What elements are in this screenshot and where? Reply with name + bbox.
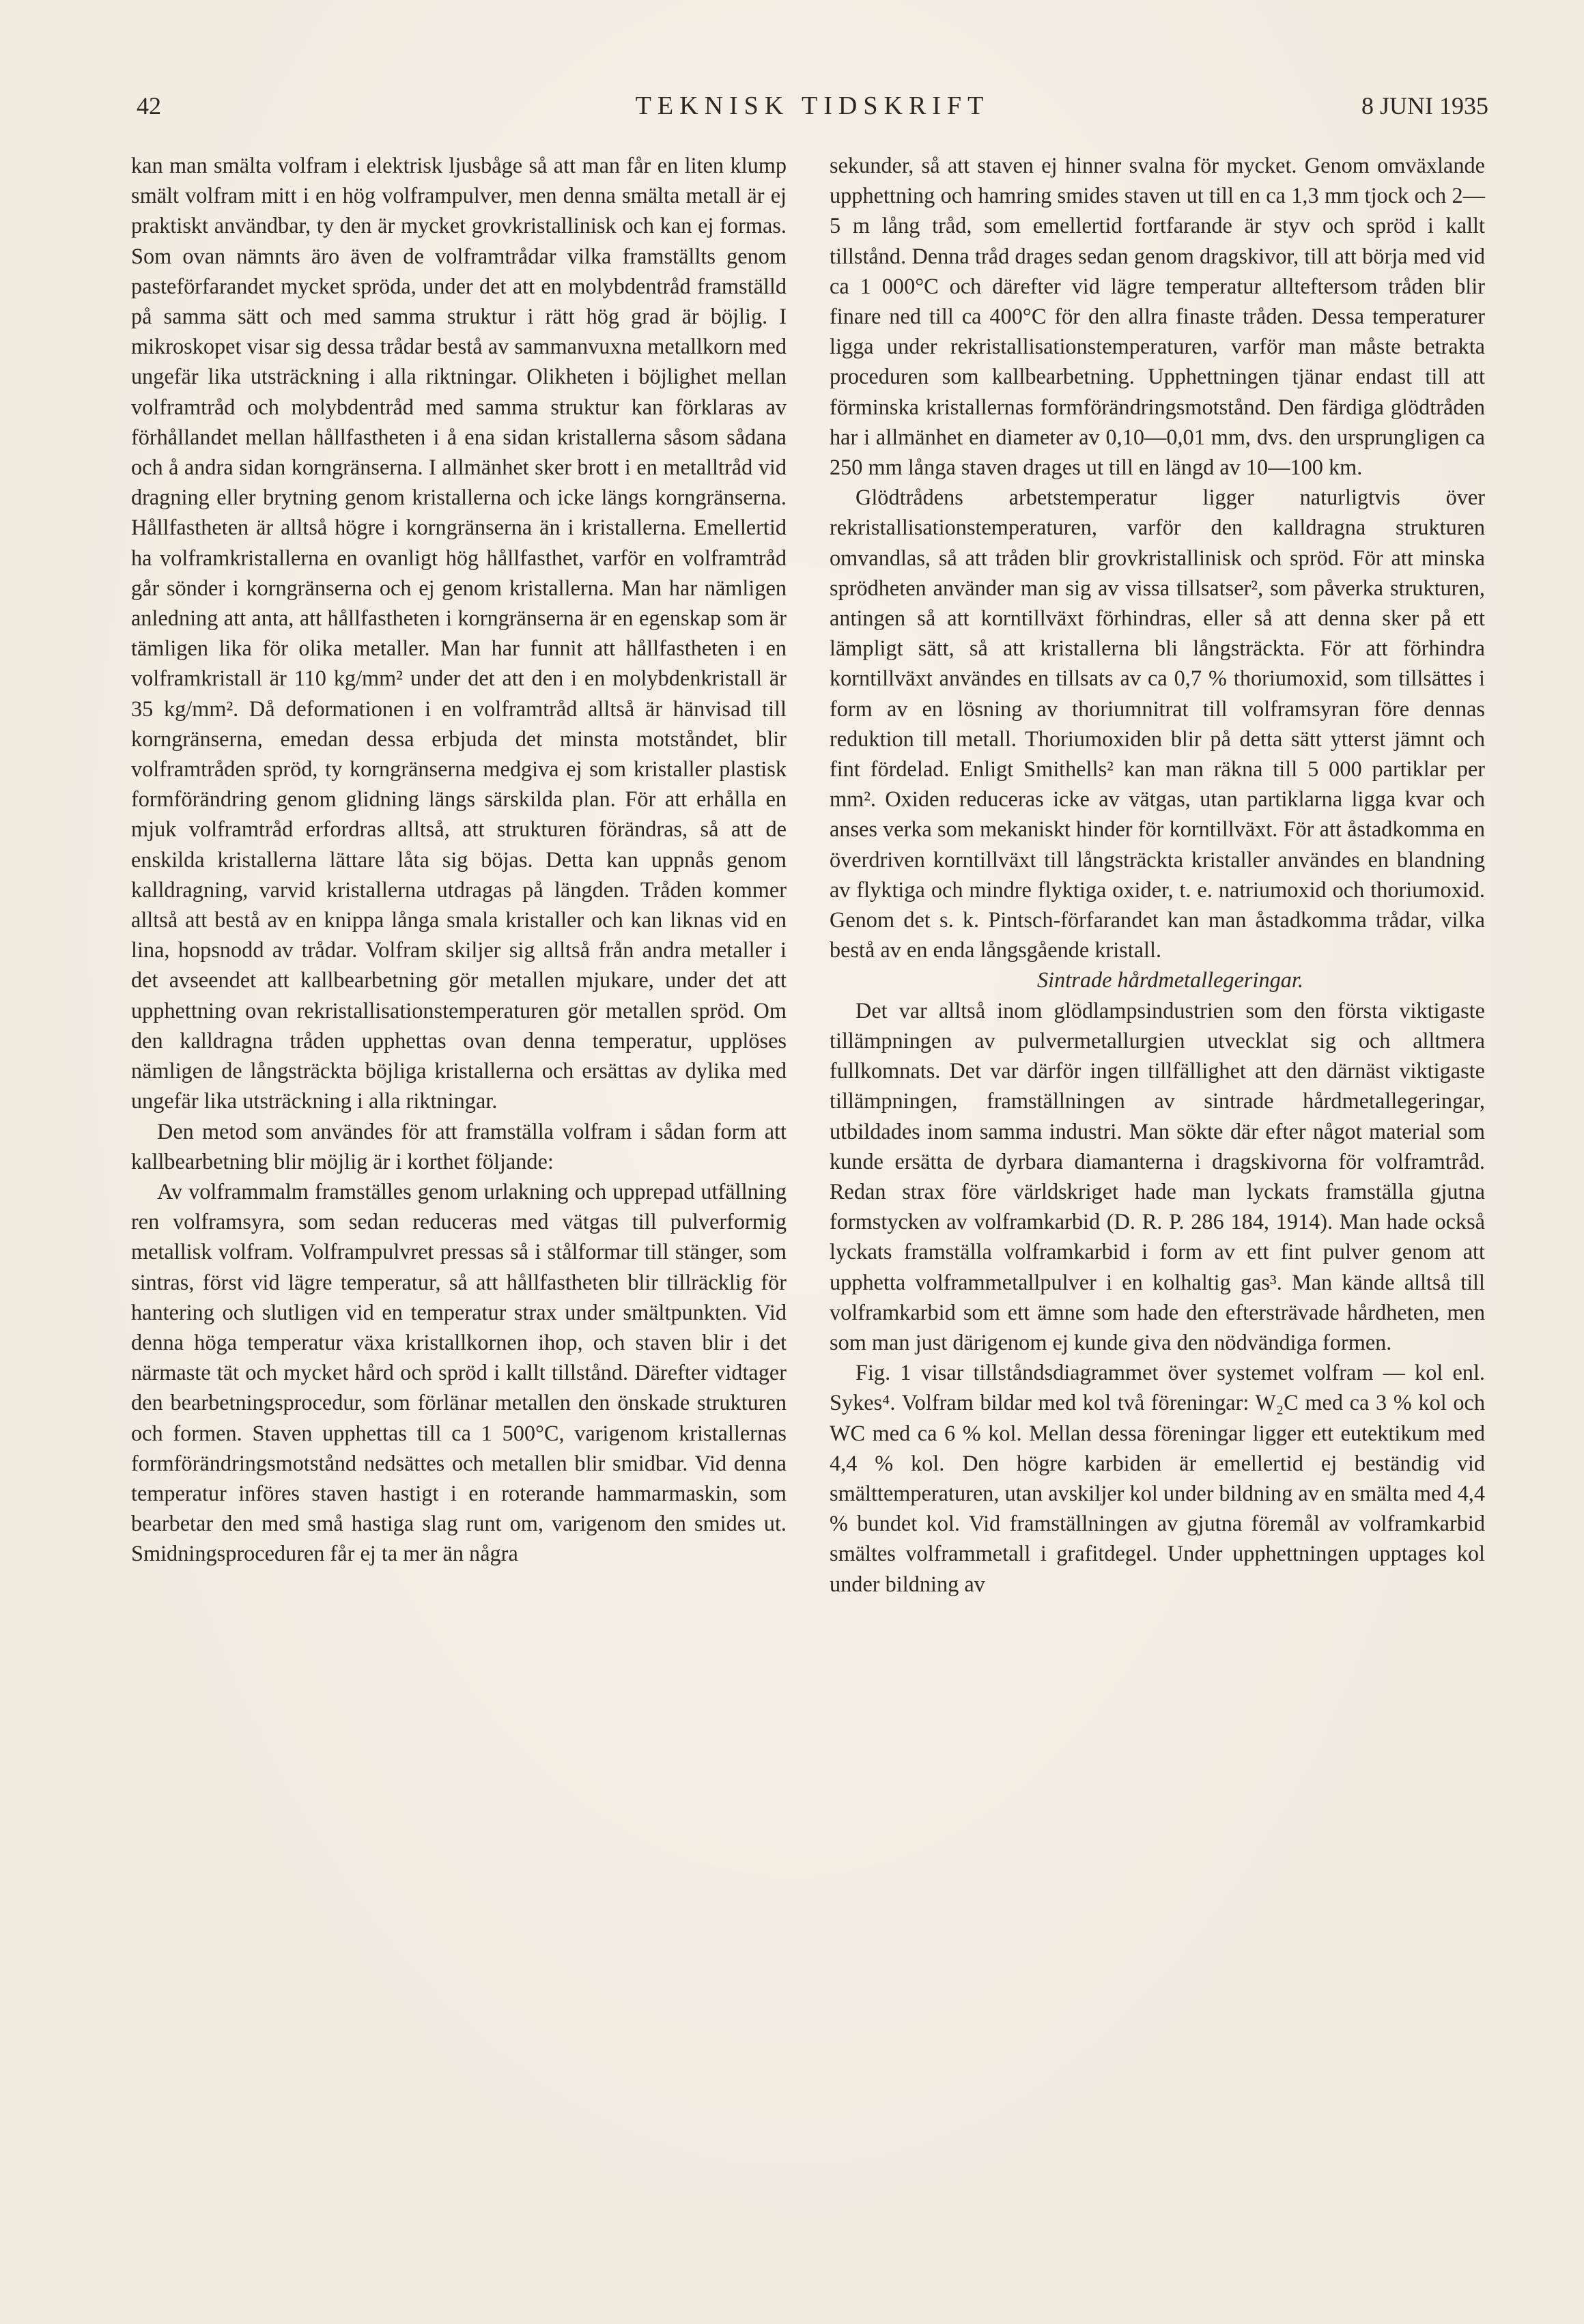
page-number: 42 bbox=[137, 92, 161, 119]
left-column bbox=[131, 150, 787, 1569]
journal-title: TEKNISK TIDSKRIFT bbox=[635, 91, 990, 120]
paragraph: kan man smälta volfram i elektrisk ljusbåge så att man får en liten klump smält volfram mitt i en hög volframpulver, men denna smälta metall är ej praktiskt användbar, ty den är mycket grovkristallinisk och kan ej formas. Som ovan nämnts äro även de volframtrådar vilka framställts genom pasteförfarandet mycket spröda, under det att en molybdentråd framställd på samma sätt och med samma struktur i rätt hög grad är böjlig. I mikroskopet visar sig dessa trådar bestå av sammanvuxna metallkorn med ungefär lika utsträckning i alla riktningar. Olikheten i böjlighet mellan volframtråd och molybdentråd med samma struktur kan förklaras av förhållandet mellan hållfastheten i å ena sidan kristallerna såsom sådana och å andra sidan korngränserna. I allmänhet sker brott i en metalltråd vid dragning eller brytning genom kristallerna och icke längs korngränserna. Hållfastheten är alltså högre i korngränserna än i kristallerna. Emellertid ha volframkristallerna en ovanligt hög hållfasthet, varför en volframtråd går sönder i korngränserna och ej genom kristallerna. Man har nämligen anledning att anta, att hållfastheten i korngränserna är en egenskap som är tämligen lika för olika metaller. Man har funnit att hållfastheten i en volframkristall är 110 kg/mm² under det att den i en molybdenkristall är 35 kg/mm². Då deformationen i en volframtråd alltså är hänvisad till korngränserna, emedan dessa erbjuda det minsta motståndet, blir volframtråden spröd, ty korngränserna medgiva ej som kristaller plastisk formförändring genom glidning längs särskilda plan. För att erhålla en mjuk volframtråd erfordras alltså, att strukturen förändras, så att de enskilda kristallerna lättare låta sig böjas. Detta kan uppnås genom kalldragning, varvid kristallerna utdragas på längden. Tråden kommer alltså att bestå av en knippa långa smala kristaller och kan liknas vid en lina, hopsnodd av trådar. Volfram skiljer sig alltså från andra metaller i det avseendet att kallbearbetning gör metallen mjukare, under det att upphettning ovan rekristallisationstemperaturen gör metallen spröd. Om den kalldragna tråden upphettas ovan denna temperatur, upplöses nämligen de långsträckta böjliga kristallerna och ersättas av dylika med ungefär lika utsträckning i alla riktningar. bbox=[131, 153, 787, 1114]
paragraph: Det var alltså inom glödlampsindustrien som den första viktigaste tillämpningen av pulvermetallurgien utvecklat sig och alltmera fullkomnats. Det var därför ingen tillfällighet att den därnäst viktigaste tillämpningen, framställningen av sintrade hårdmetallegeringar, utbildades inom samma industri. Man sökte där efter något material som kunde ersätta de dyrbara diamanterna i dragskivorna för volframtråd. Redan strax före världskriget hade man lyckats framställa gjutna formstycken av volframkarbid (D. R. P. 286 184, 1914). Man hade också lyckats framställa volframkarbid i form av ett fint pulver genom att upphetta volframmetallpulver i en kolhaltig gas³. Man kände alltså till volframkarbid som ett ämne som hade den eftersträvade hårdheten, men som man just därigenom ej kunde giva den nödvändiga formen. bbox=[830, 997, 1485, 1355]
paragraph: sekunder, så att staven ej hinner svalna för mycket. Genom omväxlande upphettning och hamring smides staven ut till en ca 1,3 mm tjock och 2—5 m lång tråd, som emellertid fortfarande är styv och spröd i kallt tillstånd. Denna tråd drages sedan genom dragskivor, till att börja med vid ca 1 000°C och därefter vid lägre temperatur allteftersom tråden blir finare ned till ca 400°C för den allra finaste tråden. Dessa temperaturer ligga under rekristallisationstemperaturen, varför man måste betrakta proceduren som kallbearbetning. Upphettningen tjänar endast till att förminska kristallernas formförändringsmotstånd. Den färdiga glödtråden har i allmänhet en diameter av 0,10—0,01 mm, dvs. den ursprungligen ca 250 mm långa staven drages ut till en längd av 10—100 km. bbox=[830, 153, 1485, 480]
page-header bbox=[137, 89, 1488, 123]
paragraph: Den metod som användes för att framställa volfram i sådan form att kallbearbetning blir möjlig är i korthet följande: bbox=[131, 1118, 787, 1174]
section-heading: Sintrade hårdmetallegeringar. bbox=[1037, 967, 1303, 993]
issue-date: 8 JUNI 1935 bbox=[1361, 92, 1488, 119]
paragraph: Av volframmalm framställes genom urlakning och upprepad utfällning ren volframsyra, som sedan reduceras med vätgas till pulverformig metallisk volfram. Volframpulvret pressas så i stålformar till stänger, som sintras, först vid lägre temperatur, så att hållfastheten blir tillräcklig för hantering och slutligen vid en temperatur strax under smältpunkten. Vid denna höga temperatur växa kristallkornen ihop, och staven blir i det närmaste tät och mycket hård och spröd i kallt tillstånd. Därefter vidtager den bearbetningsprocedur, som förlänar metallen den önskade strukturen och formen. Staven upphettas till ca 1 500°C, varigenom kristallernas formförändringsmotstånd nedsättes och metallen blir smidbar. Vid denna temperatur införes staven hastigt i en roterande hammarmaskin, som bearbetar den med små hastiga slag runt om, varigenom den smides ut. Smidningsproceduren får ej ta mer än några bbox=[131, 1178, 787, 1566]
paragraph: Fig. 1 visar tillståndsdiagrammet över systemet volfram — kol enl. Sykes⁴. Volfram bildar med kol två föreningar: W₂C med ca 3 % kol och WC med ca 6 % kol. Mellan dessa föreningar ligger ett eutektikum med 4,4 % kol. Den högre karbiden är emellertid ej beständig vid smälttemperaturen, utan avskiljer kol under bildning av en smälta med 4,4 % bundet kol. Vid framställningen av gjutna föremål av volframkarbid smältes volframmetall i grafitdegel. Under upphettningen upptages kol under bildning av bbox=[830, 1360, 1485, 1596]
right-column bbox=[830, 150, 1485, 1599]
paragraph: Glödtrådens arbetstemperatur ligger naturligtvis över rekristallisationstemperaturen, varför den kalldragna strukturen omvandlas, så att tråden blir grovkristallinisk och spröd. För att minska sprödheten använder man sig av vissa tillsatser², som påverka strukturen, antingen så att korntillväxt förhindras, eller så att denna sker på ett lämpligt sätt, så att kristallerna bli långsträckta. För att förhindra korntillväxt användes en tillsats av ca 0,7 % thoriumoxid, som tillsättes i form av en lösning av thoriumnitrat till volframsyran före dennas reduktion till metall. Thoriumoxiden blir på detta sätt ytterst jämnt och fint fördelad. Enligt Smithells² kan man räkna till 5 000 partiklar per mm². Oxiden reduceras icke av vätgas, utan partiklarna ligga kvar och anses verka som mekaniskt hinder för korntillväxt. För att åstadkomma en överdriven korntillväxt till långsträckta kristaller användes en blandning av flyktiga och mindre flyktiga oxider, t. e. natriumoxid och thoriumoxid. Genom det s. k. Pintsch-förfarandet kan man åstadkomma trådar, vilka bestå av en enda långsgående kristall. bbox=[830, 485, 1485, 963]
